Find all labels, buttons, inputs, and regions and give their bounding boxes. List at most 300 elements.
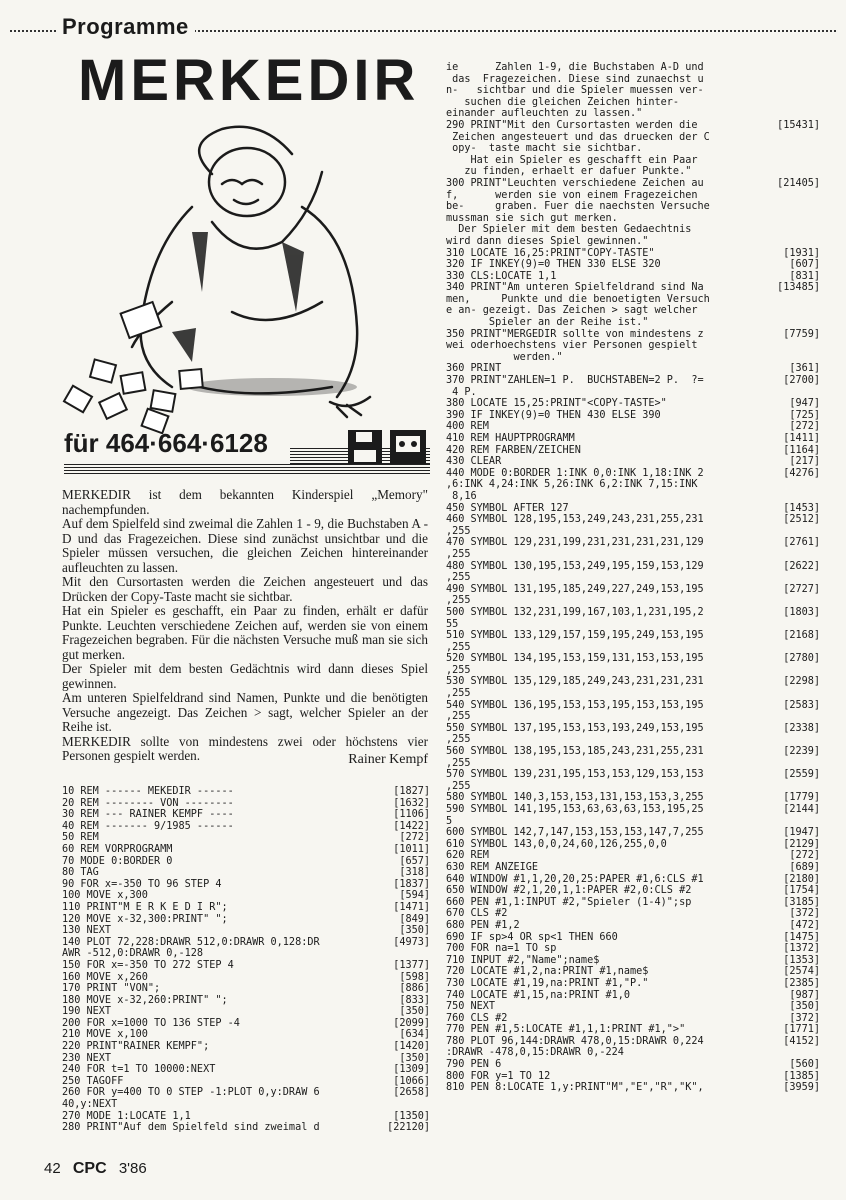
intro-paragraph: Am unteren Spielfeldrand sind Namen, Punkte und die benötigten Versuche angezeigt. Das Zeichen > sagt, welcher Spieler an der Reihe ist. <box>62 690 428 734</box>
code-line-text: wird dann dieses Spiel gewinnen." <box>446 235 649 247</box>
code-line-checksum: [2727] <box>783 583 820 595</box>
code-line-text: ,255 <box>446 734 471 746</box>
code-line <box>446 781 820 793</box>
machine-compatibility: für 464·664·6128 <box>64 428 268 458</box>
code-line-text: 130 NEXT <box>62 925 112 937</box>
code-line <box>62 879 430 891</box>
code-line-text: 400 REM <box>446 421 489 433</box>
code-line-checksum: [350] <box>399 1006 430 1018</box>
code-line-text: 20 REM -------- VON -------- <box>62 797 234 809</box>
code-line-text: 490 SYMBOL 131,195,185,249,227,249,153,195 <box>446 583 704 595</box>
code-line <box>62 844 430 856</box>
code-line-text: 670 CLS #2 <box>446 908 508 920</box>
code-line-text: 420 REM FARBEN/ZEICHEN <box>446 444 581 456</box>
code-line-text: ,255 <box>446 548 471 560</box>
code-line-text: 40 REM ------- 9/1985 ------ <box>62 820 234 832</box>
code-line <box>62 983 430 995</box>
code-line <box>62 786 430 798</box>
code-line-text: 770 PEN #1,5:LOCATE #1,1,1:PRINT #1,">" <box>446 1024 686 1036</box>
code-line <box>446 213 820 225</box>
code-line-text: 380 LOCATE 15,25:PRINT"<COPY-TASTE>" <box>446 398 667 410</box>
code-line-text: 790 PEN 6 <box>446 1059 502 1071</box>
code-line-checksum: [1372] <box>783 943 820 955</box>
code-line-checksum: [21405] <box>777 177 820 189</box>
code-line <box>62 1041 430 1053</box>
code-line <box>446 108 820 120</box>
code-line-checksum: [1422] <box>393 820 430 832</box>
media-icons <box>346 426 430 466</box>
code-line-checksum: [831] <box>789 270 820 282</box>
code-line-text: werden." <box>446 351 563 363</box>
code-line-text: ,255 <box>446 525 471 537</box>
code-line <box>62 832 430 844</box>
code-line-checksum: [833] <box>399 994 430 1006</box>
code-line-checksum: [372] <box>789 1012 820 1024</box>
code-line-checksum: [2180] <box>783 873 820 885</box>
code-line-text: 440 MODE 0:BORDER 1:INK 0,0:INK 1,18:INK 2 <box>446 467 704 479</box>
code-line <box>446 201 820 213</box>
code-line-checksum: [350] <box>399 1052 430 1064</box>
code-line <box>446 166 820 178</box>
code-line-text: ,255 <box>446 711 471 723</box>
code-line-checksum: [1309] <box>393 1064 430 1076</box>
code-line-text: 660 PEN #1,1:INPUT #2,"Spieler (1-4)";sp <box>446 896 692 908</box>
code-line <box>446 456 820 468</box>
code-line-checksum: [318] <box>399 867 430 879</box>
code-line <box>62 1064 430 1076</box>
code-line-text: 4 P. <box>446 386 477 398</box>
code-line-text: 180 MOVE x-32,260:PRINT" "; <box>62 994 228 1006</box>
code-line <box>62 972 430 984</box>
code-line-checksum: [2559] <box>783 769 820 781</box>
issue-date: 3'86 <box>118 1160 147 1177</box>
code-line-checksum: [1377] <box>393 959 430 971</box>
code-line-checksum: [3959] <box>783 1082 820 1094</box>
code-line-checksum: [1947] <box>783 827 820 839</box>
code-line <box>446 445 820 457</box>
code-line-text: 250 TAGOFF <box>62 1075 124 1087</box>
code-line-checksum: [472] <box>789 919 820 931</box>
code-line-text: 140 PLOT 72,228:DRAWR 512,0:DRAWR 0,128:DR <box>62 936 320 948</box>
code-line-text: Hat ein Spieler es geschafft ein Paar <box>446 154 698 166</box>
code-line-text: ,255 <box>446 688 471 700</box>
code-line <box>446 421 820 433</box>
code-line <box>446 549 820 561</box>
code-line-checksum: [272] <box>789 850 820 862</box>
code-line <box>446 990 820 1002</box>
code-line <box>446 908 820 920</box>
code-line <box>446 711 820 723</box>
code-line <box>446 537 820 549</box>
code-line-checksum: [1754] <box>783 885 820 897</box>
code-line <box>446 491 820 503</box>
code-line-checksum: [2512] <box>783 514 820 526</box>
code-line-text: 210 MOVE x,100 <box>62 1029 148 1041</box>
code-line <box>446 282 820 294</box>
code-line-text: 710 INPUT #2,"Name";name$ <box>446 954 600 966</box>
code-line-text: 360 PRINT <box>446 363 502 375</box>
code-line-checksum: [1066] <box>393 1075 430 1087</box>
code-line-checksum: [2658] <box>393 1087 430 1099</box>
code-line-text: einander aufleuchten zu lassen." <box>446 108 643 120</box>
code-line-text: zu finden, erhaelt er dafuer Punkte." <box>446 166 692 178</box>
code-line-text: Zeichen angesteuert und das druecken der C <box>446 131 710 143</box>
code-line-text: 810 PEN 8:LOCATE 1,y:PRINT"M","E","R","K", <box>446 1082 704 1094</box>
code-line-checksum: [594] <box>399 890 430 902</box>
code-line-text: 620 REM <box>446 850 489 862</box>
code-line-text: ,255 <box>446 664 471 676</box>
code-line <box>446 653 820 665</box>
code-line <box>446 155 820 167</box>
code-line <box>446 479 820 491</box>
code-line-checksum: [1385] <box>783 1070 820 1082</box>
code-line-checksum: [2168] <box>783 630 820 642</box>
cassette-icon <box>390 430 426 464</box>
code-line <box>446 1059 820 1071</box>
code-line-text: 690 IF sp>4 OR sp<1 THEN 660 <box>446 931 618 943</box>
code-line-checksum: [1453] <box>783 502 820 514</box>
code-line <box>62 925 430 937</box>
code-line-text: 480 SYMBOL 130,195,153,249,195,159,153,129 <box>446 560 704 572</box>
code-line-text: 200 FOR x=1000 TO 136 STEP -4 <box>62 1017 240 1029</box>
code-line-text: 100 MOVE x,300 <box>62 890 148 902</box>
code-line-text: 430 CLEAR <box>446 456 502 468</box>
code-line <box>62 890 430 902</box>
code-line-text: 560 SYMBOL 138,195,153,185,243,231,255,231 <box>446 746 704 758</box>
code-line-text: 70 MODE 0:BORDER 0 <box>62 855 173 867</box>
code-line <box>446 734 820 746</box>
code-line-checksum: [2099] <box>393 1017 430 1029</box>
code-line <box>446 387 820 399</box>
code-line-text: 260 FOR y=400 TO 0 STEP -1:PLOT 0,y:DRAW 6 <box>62 1087 320 1099</box>
code-line-text: 540 SYMBOL 136,195,153,153,195,153,153,195 <box>446 699 704 711</box>
code-line-checksum: [1771] <box>783 1024 820 1036</box>
code-line-checksum: [634] <box>399 1029 430 1041</box>
code-line-checksum: [4276] <box>783 467 820 479</box>
code-line-text: 90 FOR x=-350 TO 96 STEP 4 <box>62 878 222 890</box>
code-line-checksum: [2780] <box>783 653 820 665</box>
code-line-text: 50 REM <box>62 832 99 844</box>
code-line <box>62 798 430 810</box>
code-line-checksum: [849] <box>399 913 430 925</box>
code-line <box>446 294 820 306</box>
code-line-checksum: [2129] <box>783 838 820 850</box>
code-line <box>446 862 820 874</box>
code-line-text: 220 PRINT"RAINER KEMPF"; <box>62 1041 210 1053</box>
code-line-text: das Fragezeichen. Diese sind zunaechst u <box>446 73 704 85</box>
page-number: 42 <box>44 1160 61 1177</box>
code-line-text: 590 SYMBOL 141,195,153,63,63,63,153,195,25 <box>446 804 704 815</box>
code-line <box>446 978 820 990</box>
code-line-text: 300 PRINT"Leuchten verschiedene Zeichen au <box>446 177 704 189</box>
code-line <box>446 143 820 155</box>
code-line <box>446 62 820 74</box>
code-line <box>446 271 820 283</box>
code-line-text: ,255 <box>446 595 471 607</box>
code-line-checksum: [560] <box>789 1059 820 1071</box>
intro-paragraph: Der Spieler mit dem besten Gedächtnis wird dann dieses Spiel gewinnen. <box>62 661 428 691</box>
code-line <box>446 375 820 387</box>
code-line-checksum: [607] <box>789 259 820 271</box>
code-line <box>446 816 820 828</box>
code-line <box>446 398 820 410</box>
code-line-text: 720 LOCATE #1,2,na:PRINT #1,name$ <box>446 966 649 978</box>
floppy-disk-icon <box>348 430 382 464</box>
author-name: Rainer Kempf <box>348 752 428 767</box>
code-line <box>62 1099 430 1111</box>
code-line-checksum: [1353] <box>783 954 820 966</box>
code-line <box>62 809 430 821</box>
code-line-checksum: [2239] <box>783 746 820 758</box>
code-line-checksum: [886] <box>399 983 430 995</box>
code-line-checksum: [947] <box>789 398 820 410</box>
code-line-checksum: [350] <box>789 1001 820 1013</box>
code-line-checksum: [361] <box>789 363 820 375</box>
code-line <box>62 1087 430 1099</box>
code-line <box>446 224 820 236</box>
code-line-text: 570 SYMBOL 139,231,195,153,153,129,153,153 <box>446 769 704 781</box>
code-line <box>446 885 820 897</box>
code-line-text: 750 NEXT <box>446 1001 496 1013</box>
code-line <box>446 1024 820 1036</box>
code-line <box>446 514 820 526</box>
code-line <box>446 966 820 978</box>
code-line-checksum: [1779] <box>783 792 820 804</box>
code-line <box>446 317 820 329</box>
code-line <box>446 190 820 202</box>
code-line-checksum: [1827] <box>393 786 430 797</box>
code-line-checksum: [2761] <box>783 537 820 549</box>
code-line <box>62 856 430 868</box>
code-line <box>446 642 820 654</box>
code-line-text: suchen die gleichen Zeichen hinter- <box>446 96 680 108</box>
code-line-checksum: [1632] <box>393 797 430 809</box>
code-line-text: 760 CLS #2 <box>446 1012 508 1024</box>
code-line <box>446 769 820 781</box>
code-line <box>62 948 430 960</box>
code-line-checksum: [1011] <box>393 843 430 855</box>
code-line <box>446 874 820 886</box>
code-line-text: be- graben. Fuer die naechsten Versuche <box>446 201 710 213</box>
code-line <box>446 595 820 607</box>
code-line-text: 550 SYMBOL 137,195,153,153,193,249,153,195 <box>446 722 704 734</box>
code-line-checksum: [657] <box>399 855 430 867</box>
code-line-text: 280 PRINT"Auf dem Spielfeld sind zweimal d <box>62 1122 320 1134</box>
code-line <box>446 120 820 132</box>
code-line <box>446 630 820 642</box>
intro-paragraph: Mit den Cursortasten werden die Zeichen angesteuert und das Drücken der Copy-Taste macht sie sichtbar. <box>62 574 428 604</box>
code-line-text: 30 REM --- RAINER KEMPF ---- <box>62 809 234 821</box>
code-line-text: 230 NEXT <box>62 1052 112 1064</box>
code-line <box>446 85 820 97</box>
code-line <box>446 584 820 596</box>
code-line <box>446 619 820 631</box>
code-line <box>446 248 820 260</box>
code-line <box>446 1013 820 1025</box>
code-listing-left <box>62 786 430 1134</box>
code-line-text: 240 FOR t=1 TO 10000:NEXT <box>62 1064 216 1076</box>
code-line <box>446 236 820 248</box>
code-line-text: 390 IF INKEY(9)=0 THEN 430 ELSE 390 <box>446 409 661 421</box>
code-line <box>446 526 820 538</box>
code-line <box>446 1071 820 1083</box>
code-line <box>62 1006 430 1018</box>
code-line <box>446 665 820 677</box>
code-line-checksum: [1350] <box>393 1110 430 1122</box>
code-line-checksum: [2622] <box>783 560 820 572</box>
code-line-text: 80 TAG <box>62 867 99 879</box>
code-line <box>446 1001 820 1013</box>
code-line <box>446 723 820 735</box>
code-line-text: f, werden sie von einem Fragezeichen <box>446 189 698 201</box>
code-line-text: 740 LOCATE #1,15,na:PRINT #1,0 <box>446 989 631 1001</box>
code-line-text: 110 PRINT"M E R K E D I R"; <box>62 901 228 913</box>
code-line-text: 510 SYMBOL 133,129,157,159,195,249,153,195 <box>446 630 704 642</box>
code-line-checksum: [725] <box>789 409 820 421</box>
code-line-text: mussman sie sich gut merken. <box>446 212 618 224</box>
intro-paragraph: MERKEDIR sollte von mindestens zwei oder höchstens vier Personen gespielt werden. <box>62 733 428 763</box>
code-line-checksum: [1106] <box>393 809 430 821</box>
code-line-text: n- sichtbar und die Spieler muessen ver- <box>446 85 704 97</box>
code-line-checksum: [689] <box>789 861 820 873</box>
code-line-text: AWR -512,0:DRAWR 0,-128 <box>62 948 204 960</box>
code-line-text: 780 PLOT 96,144:DRAWR 478,0,15:DRAWR 0,224 <box>446 1035 704 1047</box>
code-line-checksum: [1471] <box>393 901 430 913</box>
code-line <box>62 867 430 879</box>
code-line-checksum: [1475] <box>783 931 820 943</box>
code-line <box>446 676 820 688</box>
code-line-checksum: [2338] <box>783 722 820 734</box>
code-line-text: 800 FOR y=1 TO 12 <box>446 1070 551 1082</box>
intro-text <box>62 488 428 764</box>
code-line <box>62 902 430 914</box>
code-line-text: 460 SYMBOL 128,195,153,249,243,231,255,231 <box>446 514 704 526</box>
code-line-checksum: [1411] <box>783 433 820 444</box>
code-line-checksum: [1931] <box>783 247 820 259</box>
code-line-checksum: [987] <box>789 989 820 1001</box>
code-line <box>446 607 820 619</box>
code-line-text: 610 SYMBOL 143,0,0,24,60,126,255,0,0 <box>446 838 667 850</box>
code-line-text: 330 CLS:LOCATE 1,1 <box>446 270 557 282</box>
code-line <box>446 561 820 573</box>
code-line <box>62 821 430 833</box>
code-line <box>446 792 820 804</box>
code-line-text: 290 PRINT"Mit den Cursortasten werden die <box>446 119 698 131</box>
thinking-monkey-illustration <box>62 112 402 434</box>
code-line-text: 650 WINDOW #2,1,20,1,1:PAPER #2,0:CLS #2 <box>446 885 692 897</box>
article-title: MERKEDIR <box>78 48 420 113</box>
code-line <box>446 352 820 364</box>
code-line-text: 500 SYMBOL 132,231,199,167,103,1,231,195,2 <box>446 606 704 618</box>
code-line-text: wei oderhoechstens vier Personen gespielt <box>446 340 698 352</box>
code-line-checksum: [2700] <box>783 375 820 387</box>
code-line-text: 60 REM VORPROGRAMM <box>62 843 173 855</box>
code-line-text: opy- taste macht sie sichtbar. <box>446 143 643 155</box>
code-line-checksum: [7759] <box>783 328 820 340</box>
code-line-checksum: [3185] <box>783 896 820 908</box>
code-line-text: 320 IF INKEY(9)=0 THEN 330 ELSE 320 <box>446 259 661 271</box>
code-line-text: ,255 <box>446 572 471 584</box>
code-line-text: 160 MOVE x,260 <box>62 971 148 983</box>
code-line <box>446 920 820 932</box>
code-line <box>446 340 820 352</box>
code-line-checksum: [22120] <box>387 1122 430 1134</box>
magazine-name: CPC <box>72 1160 107 1177</box>
code-line-checksum: [2385] <box>783 977 820 989</box>
code-line <box>446 804 820 816</box>
intro-paragraph: Auf dem Spielfeld sind zweimal die Zahlen 1 - 9, die Buchstaben A - D und das Fragezeichen. Diese sind zunächst unsichtbar und die Spieler müssen versuchen, die gleichen Zeichen hintereinander aufleuchten zu lassen. <box>62 516 428 575</box>
code-line-text: ,255 <box>446 780 471 792</box>
code-line <box>446 1082 820 1094</box>
code-line-text: 190 NEXT <box>62 1006 112 1018</box>
code-line <box>62 1029 430 1041</box>
code-line-checksum: [1803] <box>783 606 820 618</box>
code-line-text: 630 REM ANZEIGE <box>446 861 539 873</box>
code-line-checksum: [2144] <box>783 804 820 815</box>
code-line-text: 150 FOR x=-350 TO 272 STEP 4 <box>62 959 234 971</box>
code-line <box>446 897 820 909</box>
code-line-checksum: [2583] <box>783 699 820 711</box>
code-line-checksum: [217] <box>789 456 820 468</box>
code-line <box>446 97 820 109</box>
code-line-checksum: [272] <box>399 832 430 844</box>
code-line <box>62 914 430 926</box>
code-line-text: ie Zahlen 1-9, die Buchstaben A-D und <box>446 62 704 73</box>
code-line <box>62 1122 430 1134</box>
code-line-text: 700 FOR na=1 TO sp <box>446 943 557 955</box>
code-line <box>446 827 820 839</box>
code-line-text: 410 REM HAUPTPROGRAMM <box>446 433 575 444</box>
code-line <box>446 468 820 480</box>
code-line-text: 450 SYMBOL AFTER 127 <box>446 502 569 514</box>
code-line-checksum: [13485] <box>777 282 820 294</box>
code-line-text: 350 PRINT"MERGEDIR sollte von mindestens z <box>446 328 704 340</box>
code-line-text: men, Punkte und die benoetigten Versuch <box>446 293 710 305</box>
code-line-text: 370 PRINT"ZAHLEN=1 P. BUCHSTABEN=2 P. ?= <box>446 375 704 387</box>
code-line <box>446 850 820 862</box>
code-line-text: 170 PRINT "VON"; <box>62 983 161 995</box>
code-line <box>446 433 820 445</box>
code-line <box>446 746 820 758</box>
code-line-text: 580 SYMBOL 140,3,153,153,131,153,153,3,255 <box>446 792 704 804</box>
code-line-text: Spieler an der Reihe ist." <box>446 317 649 329</box>
code-line-text: 5 <box>446 815 453 827</box>
code-line-text: 730 LOCATE #1,19,na:PRINT #1,"P." <box>446 977 649 989</box>
code-line-checksum: [372] <box>789 908 820 920</box>
code-line-text: 40,y:NEXT <box>62 1099 118 1111</box>
code-line-text: 8,16 <box>446 490 477 502</box>
code-line <box>446 410 820 422</box>
code-line <box>62 1018 430 1030</box>
code-line-text: 470 SYMBOL 129,231,199,231,231,231,231,129 <box>446 537 704 549</box>
code-line <box>446 132 820 144</box>
code-line-checksum: [1837] <box>393 878 430 890</box>
code-line-text: 680 PEN #1,2 <box>446 919 520 931</box>
code-line-checksum: [2298] <box>783 676 820 688</box>
code-line <box>62 1111 430 1123</box>
code-line-text: 55 <box>446 618 459 630</box>
code-line-checksum: [272] <box>789 421 820 433</box>
code-listing-right <box>446 62 820 1094</box>
code-line-text: ,6:INK 4,24:INK 5,26:INK 6,2:INK 7,15:INK <box>446 479 698 491</box>
code-line <box>446 700 820 712</box>
code-line <box>446 503 820 515</box>
code-line <box>62 937 430 949</box>
code-line <box>446 259 820 271</box>
code-line <box>62 995 430 1007</box>
code-line <box>446 363 820 375</box>
code-line-text: 270 MODE 1:LOCATE 1,1 <box>62 1110 191 1122</box>
